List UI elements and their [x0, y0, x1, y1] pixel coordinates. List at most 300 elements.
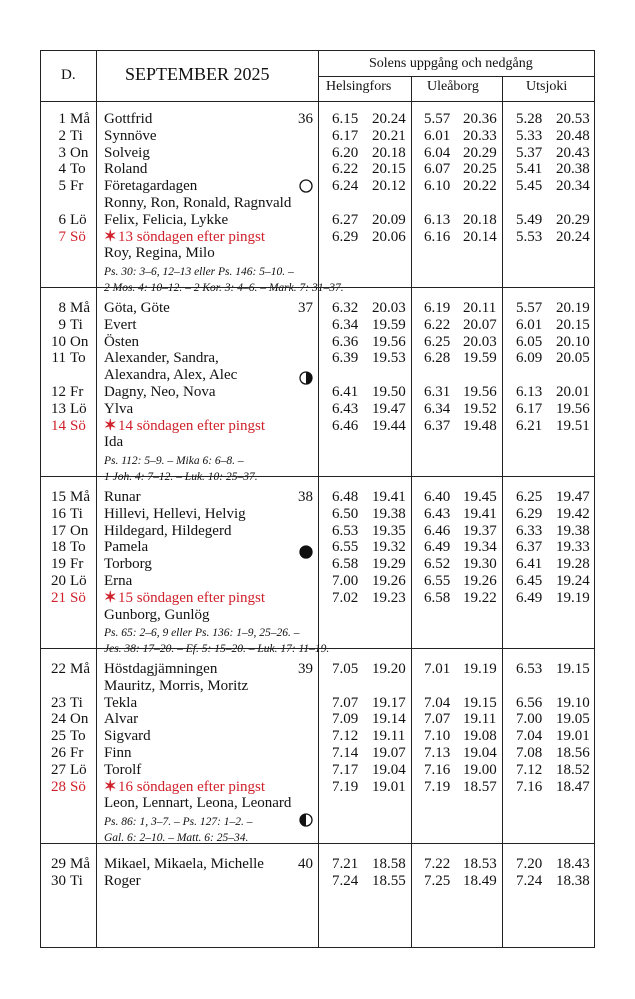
sunrise-uleaborg: 7.13 [424, 745, 451, 761]
name-day: Ida [104, 434, 124, 451]
name-day: Torborg [104, 556, 152, 573]
sunset-utsjoki: 20.19 [556, 300, 590, 316]
name-day: Ronny, Ron, Ronald, Ragnvald [104, 195, 292, 211]
day-number: 19 [51, 556, 66, 573]
sunrise-utsjoki: 6.33 [516, 522, 543, 539]
week-divider [41, 476, 594, 477]
sunrise-helsingfors: 7.00 [332, 573, 359, 589]
sunset-utsjoki: 20.10 [556, 333, 590, 350]
sunrise-uleaborg: 7.10 [424, 728, 451, 745]
sunset-helsingfors: 19.29 [372, 556, 406, 573]
sunrise-helsingfors: 6.43 [332, 400, 359, 417]
day-number: 21 [51, 589, 66, 606]
sunset-uleaborg: 19.15 [463, 694, 497, 711]
weekday: Fr [70, 556, 84, 573]
sunrise-helsingfors: 6.53 [332, 522, 359, 539]
sunset-helsingfors: 19.56 [372, 333, 406, 350]
sunrise-uleaborg: 6.07 [424, 161, 451, 178]
day-number: 26 [51, 745, 66, 761]
sunset-utsjoki: 20.29 [556, 211, 590, 228]
day-number: 14 [51, 417, 66, 434]
sunrise-utsjoki: 6.53 [516, 661, 543, 677]
sunrise-helsingfors: 6.50 [332, 505, 359, 522]
sunset-helsingfors: 20.15 [372, 161, 406, 178]
name-day: Leon, Lennart, Leona, Leonard [104, 795, 292, 812]
last-quarter-icon [299, 545, 313, 559]
sunrise-uleaborg: 6.52 [424, 556, 451, 573]
sunrise-utsjoki: 6.09 [516, 350, 543, 367]
weekday: On [70, 711, 89, 728]
name-day: Solveig [104, 144, 150, 161]
sunrise-helsingfors: 6.17 [332, 127, 359, 144]
sunset-utsjoki: 20.38 [556, 161, 590, 178]
weekday: Sö [70, 589, 86, 606]
sunset-utsjoki: 20.15 [556, 316, 590, 333]
weekday: Sö [70, 228, 86, 245]
sunrise-uleaborg: 6.10 [424, 178, 451, 195]
day-number: 25 [51, 728, 66, 745]
bible-reference: Ps. 86: 1, 3–7. – Ps. 127: 1–2. – [104, 816, 253, 829]
week-number: 36 [298, 111, 313, 127]
new-moon-icon [299, 813, 313, 827]
sunset-helsingfors: 18.58 [372, 856, 406, 872]
sunset-helsingfors: 19.59 [372, 316, 406, 333]
sunset-helsingfors: 19.07 [372, 745, 406, 761]
sunset-helsingfors: 20.06 [372, 228, 406, 245]
sunday-star-icon: ✶ [104, 228, 117, 245]
sunrise-uleaborg: 7.22 [424, 856, 451, 872]
sunrise-utsjoki: 5.37 [516, 144, 543, 161]
sunrise-helsingfors: 6.24 [332, 178, 359, 195]
bible-reference: 1 Joh. 4: 7–12. – Luk. 10: 25–37. [104, 471, 258, 484]
name-day: Höstdagjämningen [104, 661, 218, 677]
sunrise-utsjoki: 7.12 [516, 761, 543, 778]
sunset-utsjoki: 19.51 [556, 417, 590, 434]
sunset-uleaborg: 19.37 [463, 522, 497, 539]
weekday: Må [70, 111, 90, 127]
sunrise-uleaborg: 6.40 [424, 489, 451, 505]
name-day: Torolf [104, 761, 142, 778]
sunset-helsingfors: 20.21 [372, 127, 406, 144]
sunset-uleaborg: 19.00 [463, 761, 497, 778]
day-number: 23 [51, 694, 66, 711]
day-number: 29 [51, 856, 66, 872]
sunrise-utsjoki: 6.13 [516, 384, 543, 400]
sunset-utsjoki: 20.48 [556, 127, 590, 144]
name-day: Felix, Felicia, Lykke [104, 211, 229, 228]
sunrise-utsjoki: 6.49 [516, 589, 543, 606]
sunset-helsingfors: 19.04 [372, 761, 406, 778]
sunrise-utsjoki: 7.04 [516, 728, 543, 745]
sunrise-uleaborg: 6.43 [424, 505, 451, 522]
weekday: On [70, 522, 89, 539]
sunrise-uleaborg: 7.16 [424, 761, 451, 778]
sunrise-helsingfors: 6.46 [332, 417, 359, 434]
day-number: 27 [51, 761, 66, 778]
weekday: Ti [70, 127, 83, 144]
sunset-helsingfors: 18.55 [372, 872, 406, 889]
sunrise-utsjoki: 7.24 [516, 872, 543, 889]
weekday: Ti [70, 316, 83, 333]
sunset-utsjoki: 20.34 [556, 178, 590, 195]
sunrise-utsjoki: 6.29 [516, 505, 543, 522]
weekday: Fr [70, 384, 84, 400]
helsingfors-divider [411, 76, 412, 947]
sunset-uleaborg: 19.19 [463, 661, 497, 677]
name-day: Alexander, Sandra, [104, 350, 219, 367]
sunset-uleaborg: 19.41 [463, 505, 497, 522]
name-day: Hillevi, Hellevi, Helvig [104, 505, 246, 522]
bible-reference: 2 Mos. 4: 10–12. – 2 Kor. 3: 4–6. – Mark. 7: 31–37. [104, 282, 344, 295]
bible-reference: Ps. 65: 2–6, 9 eller Ps. 136: 1–9, 25–26. – [104, 627, 300, 640]
sunset-uleaborg: 19.59 [463, 350, 497, 367]
weekday: Lö [70, 211, 87, 228]
sunrise-utsjoki: 6.17 [516, 400, 543, 417]
sunrise-uleaborg: 6.49 [424, 539, 451, 556]
sunset-helsingfors: 19.32 [372, 539, 406, 556]
weekday: On [70, 333, 89, 350]
sunset-utsjoki: 19.28 [556, 556, 590, 573]
weekday: Må [70, 489, 90, 505]
name-day: Sigvard [104, 728, 151, 745]
sunset-helsingfors: 19.47 [372, 400, 406, 417]
sunrise-utsjoki: 6.41 [516, 556, 543, 573]
sunrise-uleaborg: 6.37 [424, 417, 451, 434]
sunset-helsingfors: 20.24 [372, 111, 406, 127]
sunrise-uleaborg: 6.13 [424, 211, 451, 228]
day-number: 28 [51, 778, 66, 795]
sunset-uleaborg: 20.22 [463, 178, 497, 195]
sunday-name: 16 söndagen efter pingst [118, 778, 266, 795]
weekday: On [70, 144, 89, 161]
day-number: 8 [58, 300, 66, 316]
sunrise-uleaborg: 7.04 [424, 694, 451, 711]
day-number: 7 [58, 228, 66, 245]
sunrise-helsingfors: 7.24 [332, 872, 359, 889]
sunrise-uleaborg: 7.25 [424, 872, 451, 889]
sunrise-helsingfors: 6.22 [332, 161, 359, 178]
name-day: Roland [104, 161, 148, 178]
city-helsingfors: Helsingfors [326, 79, 392, 94]
name-day: Finn [104, 745, 132, 761]
name-day: Ylva [104, 400, 134, 417]
sunset-utsjoki: 20.24 [556, 228, 590, 245]
sunset-uleaborg: 20.29 [463, 144, 497, 161]
sunday-star-icon: ✶ [104, 778, 117, 795]
sun-header: Solens uppgång och nedgång [369, 56, 533, 71]
sunrise-utsjoki: 5.49 [516, 211, 543, 228]
name-day: Alvar [104, 711, 139, 728]
sunrise-utsjoki: 6.37 [516, 539, 543, 556]
sunset-helsingfors: 20.03 [372, 300, 406, 316]
day-number: 9 [58, 316, 66, 333]
sunset-utsjoki: 19.01 [556, 728, 590, 745]
sunday-name: 14 söndagen efter pingst [118, 417, 266, 434]
sunset-utsjoki: 18.56 [556, 745, 590, 761]
sunset-uleaborg: 20.25 [463, 161, 497, 178]
sunrise-helsingfors: 7.21 [332, 856, 359, 872]
week-number: 38 [298, 489, 313, 505]
sunrise-utsjoki: 7.20 [516, 856, 543, 872]
sunset-helsingfors: 19.14 [372, 711, 406, 728]
week-number: 40 [298, 856, 313, 872]
sunrise-helsingfors: 7.17 [332, 761, 359, 778]
day-number: 6 [58, 211, 66, 228]
sunset-helsingfors: 19.01 [372, 778, 406, 795]
sunset-utsjoki: 19.56 [556, 400, 590, 417]
day-column-divider [96, 51, 97, 947]
weekday: Må [70, 856, 90, 872]
sunrise-uleaborg: 6.55 [424, 573, 451, 589]
day-number: 18 [51, 539, 66, 556]
sunset-helsingfors: 19.23 [372, 589, 406, 606]
calendar-frame [40, 50, 595, 948]
name-day: Gottfrid [104, 111, 153, 127]
sunset-helsingfors: 19.44 [372, 417, 406, 434]
sunrise-uleaborg: 5.57 [424, 111, 451, 127]
sunset-helsingfors: 19.41 [372, 489, 406, 505]
name-day: Runar [104, 489, 141, 505]
day-number: 22 [51, 661, 66, 677]
sunset-uleaborg: 19.45 [463, 489, 497, 505]
sunset-uleaborg: 19.08 [463, 728, 497, 745]
sunset-uleaborg: 18.49 [463, 872, 497, 889]
sunrise-helsingfors: 6.15 [332, 111, 359, 127]
sunset-helsingfors: 20.09 [372, 211, 406, 228]
weekday: Lö [70, 400, 87, 417]
sunset-utsjoki: 18.38 [556, 872, 590, 889]
bible-reference: Ps. 30: 3–6, 12–13 eller Ps. 146: 5–10. – [104, 266, 294, 279]
sunrise-utsjoki: 7.08 [516, 745, 543, 761]
sunset-utsjoki: 18.43 [556, 856, 590, 872]
weekday: Ti [70, 872, 83, 889]
sunset-utsjoki: 20.01 [556, 384, 590, 400]
week-divider [41, 648, 594, 649]
sunset-utsjoki: 19.42 [556, 505, 590, 522]
sunset-uleaborg: 18.57 [463, 778, 497, 795]
weekday: Fr [70, 745, 84, 761]
sunrise-helsingfors: 6.48 [332, 489, 359, 505]
sunrise-helsingfors: 7.07 [332, 694, 359, 711]
day-column-header: D. [61, 67, 76, 83]
day-number: 13 [51, 400, 66, 417]
sunset-utsjoki: 19.15 [556, 661, 590, 677]
sunrise-uleaborg: 6.04 [424, 144, 451, 161]
day-number: 15 [51, 489, 66, 505]
sunset-utsjoki: 19.24 [556, 573, 590, 589]
sunday-name: 15 söndagen efter pingst [118, 589, 266, 606]
sunrise-uleaborg: 7.19 [424, 778, 451, 795]
day-number: 5 [58, 178, 66, 195]
week-number: 39 [298, 661, 313, 677]
sunset-utsjoki: 19.10 [556, 694, 590, 711]
sunrise-utsjoki: 6.45 [516, 573, 543, 589]
full-moon-icon [299, 371, 313, 385]
sunrise-uleaborg: 6.31 [424, 384, 451, 400]
sunset-helsingfors: 19.38 [372, 505, 406, 522]
sunrise-uleaborg: 6.28 [424, 350, 451, 367]
name-day: Mikael, Mikaela, Michelle [104, 856, 264, 872]
name-day: Göta, Göte [104, 300, 170, 316]
sunrise-uleaborg: 6.19 [424, 300, 451, 316]
weekday: Sö [70, 778, 86, 795]
name-day: Gunborg, Gunlög [104, 606, 210, 623]
sunset-uleaborg: 20.18 [463, 211, 497, 228]
sunrise-uleaborg: 6.16 [424, 228, 451, 245]
sun-header-divider [318, 76, 594, 77]
sunrise-helsingfors: 6.58 [332, 556, 359, 573]
sunset-utsjoki: 20.05 [556, 350, 590, 367]
sunrise-helsingfors: 6.36 [332, 333, 359, 350]
sunday-star-icon: ✶ [104, 589, 117, 606]
sunrise-utsjoki: 5.28 [516, 111, 543, 127]
sunday-name: 13 söndagen efter pingst [118, 228, 266, 245]
weekday: Lö [70, 761, 87, 778]
sunset-uleaborg: 20.07 [463, 316, 497, 333]
sunset-helsingfors: 19.20 [372, 661, 406, 677]
names-column-divider [318, 51, 319, 947]
name-day: Dagny, Neo, Nova [104, 384, 216, 400]
weekday: Må [70, 661, 90, 677]
sunset-utsjoki: 19.38 [556, 522, 590, 539]
name-day: Företagardagen [104, 178, 198, 195]
sunset-uleaborg: 20.33 [463, 127, 497, 144]
weekday: To [70, 539, 86, 556]
sunset-helsingfors: 20.18 [372, 144, 406, 161]
weekday: Fr [70, 178, 84, 195]
sunrise-helsingfors: 6.32 [332, 300, 359, 316]
day-number: 16 [51, 505, 66, 522]
sunrise-utsjoki: 7.00 [516, 711, 543, 728]
month-title: SEPTEMBER 2025 [125, 64, 270, 84]
weekday: Lö [70, 573, 87, 589]
sunrise-helsingfors: 6.20 [332, 144, 359, 161]
name-day: Tekla [104, 694, 138, 711]
sunrise-utsjoki: 5.41 [516, 161, 543, 178]
sunrise-helsingfors: 6.55 [332, 539, 359, 556]
day-number: 20 [51, 573, 66, 589]
city-uleaborg: Uleåborg [427, 79, 479, 94]
sunrise-uleaborg: 6.01 [424, 127, 451, 144]
sunset-uleaborg: 19.56 [463, 384, 497, 400]
sunrise-helsingfors: 6.39 [332, 350, 359, 367]
sunset-utsjoki: 19.05 [556, 711, 590, 728]
day-number: 4 [58, 161, 66, 178]
sunset-helsingfors: 20.12 [372, 178, 406, 195]
sunset-uleaborg: 20.11 [463, 300, 497, 316]
sunset-helsingfors: 19.50 [372, 384, 406, 400]
sunset-helsingfors: 19.26 [372, 573, 406, 589]
sunset-uleaborg: 20.14 [463, 228, 497, 245]
uleaborg-divider [502, 76, 503, 947]
bible-reference: Ps. 112: 5–9. – Mika 6: 6–8. – [104, 455, 244, 468]
sunset-utsjoki: 19.19 [556, 589, 590, 606]
sunrise-utsjoki: 5.33 [516, 127, 543, 144]
sunset-utsjoki: 19.33 [556, 539, 590, 556]
sunrise-uleaborg: 6.22 [424, 316, 451, 333]
name-day: Evert [104, 316, 137, 333]
sunrise-uleaborg: 6.34 [424, 400, 451, 417]
weekday: Ti [70, 505, 83, 522]
weekday: Må [70, 300, 90, 316]
sunset-uleaborg: 19.22 [463, 589, 497, 606]
week-divider [41, 287, 594, 288]
day-number: 2 [58, 127, 66, 144]
sunset-helsingfors: 19.53 [372, 350, 406, 367]
sunrise-helsingfors: 7.19 [332, 778, 359, 795]
sunrise-helsingfors: 6.29 [332, 228, 359, 245]
weekday: Ti [70, 694, 83, 711]
name-day: Erna [104, 573, 133, 589]
sunset-utsjoki: 20.53 [556, 111, 590, 127]
day-number: 24 [51, 711, 66, 728]
sunset-uleaborg: 19.26 [463, 573, 497, 589]
weekday: To [70, 350, 86, 367]
sunset-utsjoki: 19.47 [556, 489, 590, 505]
weekday: To [70, 161, 86, 178]
sunrise-helsingfors: 7.09 [332, 711, 359, 728]
sunrise-helsingfors: 7.14 [332, 745, 359, 761]
sunrise-uleaborg: 7.01 [424, 661, 451, 677]
sunrise-helsingfors: 6.27 [332, 211, 359, 228]
name-day: Alexandra, Alex, Alec [104, 367, 238, 384]
day-number: 17 [51, 522, 66, 539]
name-day: Mauritz, Morris, Moritz [104, 677, 249, 694]
sunrise-utsjoki: 6.01 [516, 316, 543, 333]
name-day: Östen [104, 333, 139, 350]
sunrise-helsingfors: 7.02 [332, 589, 359, 606]
day-number: 11 [51, 350, 66, 367]
sunrise-uleaborg: 6.46 [424, 522, 451, 539]
sunset-utsjoki: 18.52 [556, 761, 590, 778]
day-number: 3 [58, 144, 66, 161]
day-number: 12 [51, 384, 66, 400]
name-day: Synnöve [104, 127, 157, 144]
sunrise-helsingfors: 6.34 [332, 316, 359, 333]
sunrise-utsjoki: 6.56 [516, 694, 543, 711]
week-number: 37 [298, 300, 313, 316]
sunset-uleaborg: 20.03 [463, 333, 497, 350]
sunrise-helsingfors: 7.12 [332, 728, 359, 745]
sunset-uleaborg: 19.34 [463, 539, 497, 556]
sunrise-utsjoki: 5.53 [516, 228, 543, 245]
first-quarter-icon [299, 179, 313, 193]
sunrise-utsjoki: 7.16 [516, 778, 543, 795]
sunset-uleaborg: 19.48 [463, 417, 497, 434]
name-day: Roger [104, 872, 141, 889]
sunrise-utsjoki: 5.57 [516, 300, 543, 316]
bible-reference: Jes. 38: 17–20. – Ef. 5: 15–20. – Luk. 17: 11–19. [104, 643, 330, 656]
sunrise-utsjoki: 6.25 [516, 489, 543, 505]
sunset-uleaborg: 19.11 [463, 711, 497, 728]
sunset-utsjoki: 18.47 [556, 778, 590, 795]
sunset-utsjoki: 20.43 [556, 144, 590, 161]
day-number: 10 [51, 333, 66, 350]
day-number: 1 [58, 111, 66, 127]
sunrise-uleaborg: 7.07 [424, 711, 451, 728]
weekday: To [70, 728, 86, 745]
name-day: Pamela [104, 539, 149, 556]
sunrise-helsingfors: 7.05 [332, 661, 359, 677]
week-divider [41, 843, 594, 844]
sunrise-utsjoki: 6.21 [516, 417, 543, 434]
sunset-helsingfors: 19.17 [372, 694, 406, 711]
sunrise-helsingfors: 6.41 [332, 384, 359, 400]
sunset-uleaborg: 19.04 [463, 745, 497, 761]
sunrise-uleaborg: 6.58 [424, 589, 451, 606]
sunrise-uleaborg: 6.25 [424, 333, 451, 350]
sunrise-utsjoki: 6.05 [516, 333, 543, 350]
